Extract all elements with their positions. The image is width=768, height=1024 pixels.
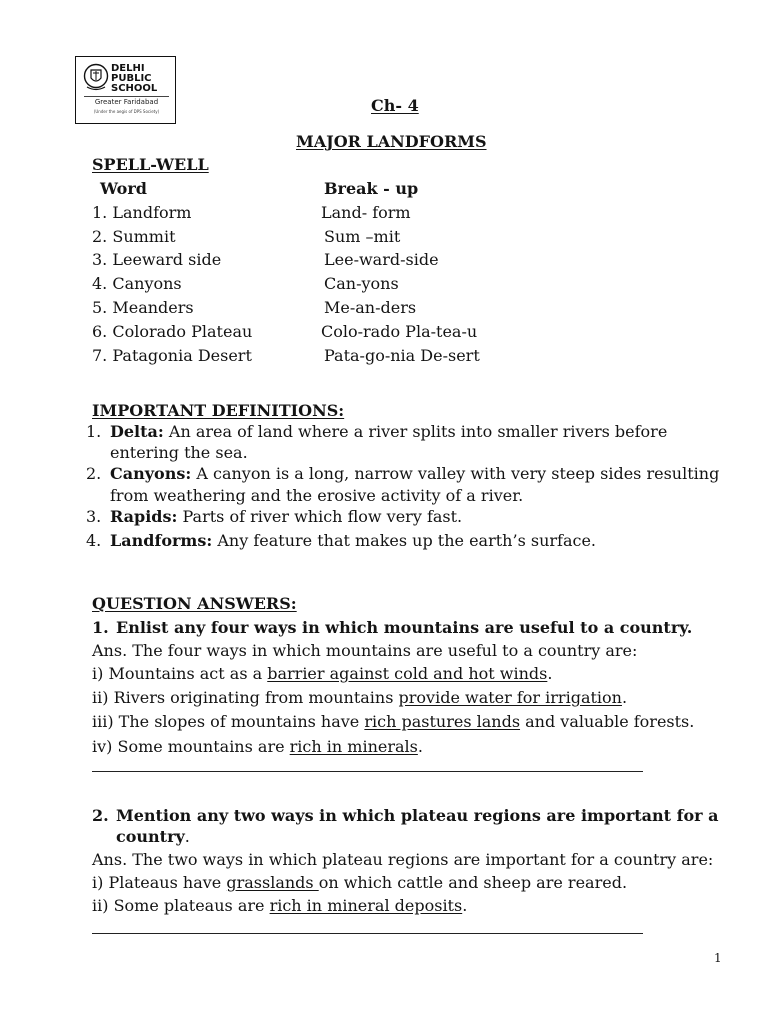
spell-breakup: Land- form — [321, 203, 411, 222]
definition-text: Any feature that makes up the earth’s surface. — [212, 531, 596, 550]
column-breakup-header: Break - up — [324, 179, 419, 198]
logo-line-delhi: DELHI — [111, 63, 145, 74]
answer-line — [92, 737, 423, 757]
logo-note: (Under the aegis of DPS Society) — [93, 109, 160, 114]
spell-word: 3. Leeward side — [92, 250, 222, 269]
answer-text: . — [417, 737, 423, 756]
question-text-continuation — [116, 827, 190, 847]
spell-word: 4. Canyons — [92, 274, 182, 293]
answer-intro: Ans. The two ways in which plateau regions are important for a country are: — [92, 850, 714, 869]
page-title: MAJOR LANDFORMS — [296, 132, 487, 151]
definition-number: 2. — [86, 464, 102, 483]
definition-continuation: entering the sea. — [110, 443, 248, 462]
question-text: country — [116, 827, 185, 846]
spell-breakup: Sum –mit — [324, 227, 401, 246]
definition-continuation: from weathering and the erosive activity of a river. — [110, 486, 524, 505]
column-word-header: Word — [100, 179, 147, 198]
definition-number: 3. — [86, 507, 102, 526]
answer-intro: Ans. The four ways in which mountains are useful to a country are: — [92, 641, 638, 660]
answer-key-phrase: barrier against cold and hot winds — [267, 664, 548, 683]
answer-line — [92, 664, 552, 684]
definition-line — [110, 507, 462, 527]
definition-line — [110, 464, 719, 484]
spell-breakup: Lee-ward-side — [324, 250, 439, 269]
question-text: Mention any two ways in which plateau regions are important for a — [116, 806, 719, 825]
spell-word: 2. Summit — [92, 227, 176, 246]
spell-breakup: Pata-go-nia De-sert — [324, 346, 480, 365]
answer-line — [92, 688, 627, 708]
spell-breakup: Can-yons — [324, 274, 399, 293]
school-logo — [75, 56, 176, 124]
answer-key-phrase: rich in minerals — [289, 737, 418, 756]
definition-term: Delta: — [110, 422, 164, 441]
logo-line-public: PUBLIC — [111, 73, 152, 84]
definition-text: An area of land where a river splits into smaller rivers before — [163, 422, 668, 441]
definition-term: Canyons: — [110, 464, 192, 483]
spell-well-heading: SPELL-WELL — [92, 155, 209, 174]
question-text: Enlist any four ways in which mountains are useful to a country. — [116, 618, 693, 637]
answer-text: . — [462, 896, 468, 915]
definition-term: Rapids: — [110, 507, 178, 526]
answer-text: . — [547, 664, 553, 683]
spell-word: 5. Meanders — [92, 298, 194, 317]
logo-line-school: SCHOOL — [111, 83, 158, 94]
definition-line — [110, 422, 667, 442]
answer-text: iii) The slopes of mountains have — [92, 712, 365, 731]
definition-text: Parts of river which flow very fast. — [177, 507, 463, 526]
answer-key-phrase: rich pastures lands — [364, 712, 521, 731]
logo-divider — [84, 96, 169, 97]
page-number: 1 — [714, 951, 722, 965]
definition-text: A canyon is a long, narrow valley with very steep sides resulting — [191, 464, 720, 483]
logo-place: Greater Faridabad — [94, 98, 159, 106]
answer-text: i) Plateaus have — [92, 873, 227, 892]
answer-line — [92, 712, 694, 732]
definition-number: 4. — [86, 531, 102, 550]
answer-text: ii) Rivers originating from mountains — [92, 688, 399, 707]
separator-line — [92, 771, 643, 772]
spell-breakup: Me-an-ders — [324, 298, 417, 317]
school-crest-icon — [83, 63, 109, 93]
question-number: 1. — [92, 618, 109, 637]
definitions-heading: IMPORTANT DEFINITIONS: — [92, 401, 345, 420]
answer-text: ii) Some plateaus are — [92, 896, 270, 915]
answer-line — [92, 896, 467, 916]
definition-number: 1. — [86, 422, 102, 441]
spell-word: 6. Colorado Plateau — [92, 322, 253, 341]
answer-key-phrase: rich in mineral deposits — [269, 896, 463, 915]
question-number: 2. — [92, 806, 109, 825]
definition-term: Landforms: — [110, 531, 213, 550]
answer-key-phrase: provide water for irrigation — [398, 688, 622, 707]
answer-line — [92, 873, 627, 893]
chapter-label: Ch- 4 — [371, 96, 419, 115]
separator-line — [92, 933, 643, 934]
spell-breakup: Colo-rado Pla-tea-u — [321, 322, 478, 341]
question-text: . — [184, 827, 190, 846]
answer-key-phrase: grasslands — [226, 873, 319, 892]
answer-text: on which cattle and sheep are reared. — [318, 873, 628, 892]
answer-text: iv) Some mountains are — [92, 737, 290, 756]
questions-heading: QUESTION ANSWERS: — [92, 594, 297, 613]
spell-word: 7. Patagonia Desert — [92, 346, 252, 365]
definition-line — [110, 531, 596, 551]
answer-text: i) Mountains act as a — [92, 664, 268, 683]
spell-word: 1. Landform — [92, 203, 192, 222]
answer-text: and valuable forests. — [520, 712, 695, 731]
answer-text: . — [621, 688, 628, 707]
